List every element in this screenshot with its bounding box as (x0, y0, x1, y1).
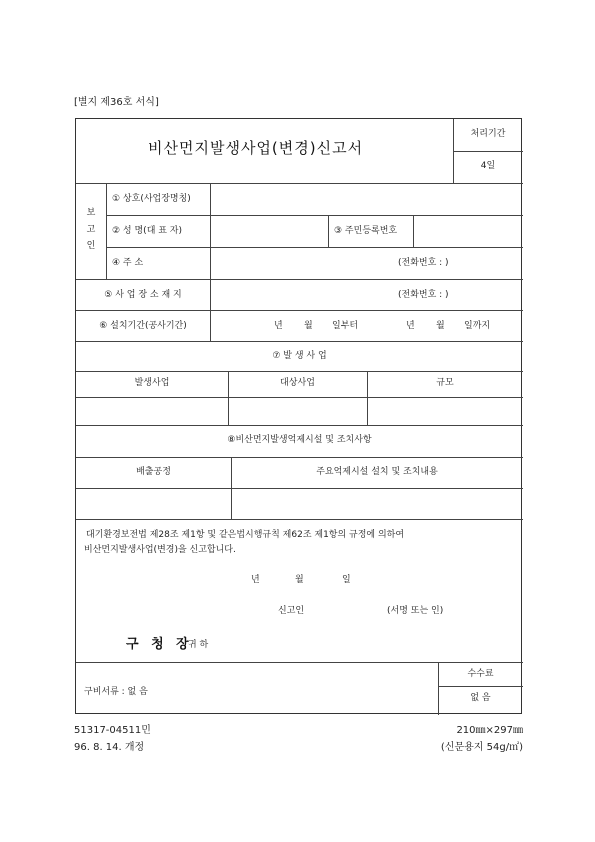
period-month-end: 월 (436, 321, 445, 331)
divider (413, 215, 414, 247)
reporter-char: 인 (86, 241, 96, 251)
paper-size: 210㎜×297㎜ (456, 725, 523, 736)
date-year: 년 (251, 575, 260, 585)
business-col-header: 대상사업 (280, 378, 315, 388)
recipient-office: 구 청 장 (126, 637, 193, 652)
revision-date: 96. 8. 14. 개정 (74, 742, 145, 753)
divider (438, 686, 523, 687)
business-col-header: 규모 (436, 378, 454, 388)
divider (76, 183, 523, 184)
divider (76, 341, 523, 342)
period-to: 일까지 (464, 321, 491, 331)
divider (106, 183, 107, 279)
resident-number-label: ③ 주민등록번호 (334, 226, 398, 236)
report-form (75, 118, 522, 714)
period-month-start: 월 (304, 321, 313, 331)
facility-section-label: ⑧비산먼지발생억제시설 및 조치사항 (227, 435, 372, 445)
signature-label: (서명 또는 인) (387, 606, 444, 616)
processing-period-label: 처리기간 (470, 129, 506, 139)
statement-line-2: 비산먼지발생사업(변경)을 신고합니다. (84, 545, 236, 555)
reporter-sign-label: 신고인 (278, 606, 305, 616)
facility-col-header: 주요억제시설 설치 및 조치내용 (316, 467, 438, 477)
period-year-end: 년 (406, 321, 415, 331)
divider (76, 310, 523, 311)
divider (76, 488, 523, 489)
date-day: 일 (342, 575, 351, 585)
business-section-label: ⑦ 발 생 사 업 (272, 351, 327, 361)
divider (76, 662, 523, 663)
divider (328, 215, 329, 247)
site-phone-label: (전화번호 : ) (398, 290, 449, 300)
facility-col-header: 배출공정 (136, 467, 171, 477)
business-col-header: 발생사업 (134, 378, 170, 388)
divider (76, 457, 523, 458)
address-label: ④ 주 소 (112, 258, 144, 268)
period-year-start: 년 (274, 321, 283, 331)
divider (76, 425, 523, 426)
form-code: 51317-04511민 (74, 725, 151, 736)
divider (210, 183, 211, 341)
reporter-char: 고 (86, 225, 96, 235)
processing-period-value: 4일 (480, 161, 496, 171)
form-title: 비산먼지발생사업(변경)신고서 (148, 139, 364, 157)
date-month: 월 (295, 575, 304, 585)
paper-type: (신문용지 54g/㎡) (440, 742, 523, 753)
divider (76, 397, 523, 398)
statement-line-1: 대기환경보전법 제28조 제1항 및 같은법시행규칙 제62조 제1항의 규정에 의하여 (86, 530, 405, 540)
attachments-label: 구비서류 : 없 음 (84, 687, 148, 697)
reporter-char: 보 (86, 208, 96, 218)
fee-label: 수수료 (467, 669, 494, 679)
divider (76, 519, 523, 520)
trade-name-label: ① 상호(사업장명칭) (112, 194, 191, 204)
divider (106, 215, 523, 216)
period-from: 일부터 (332, 321, 359, 331)
divider (453, 151, 523, 152)
address-phone-label: (전화번호 : ) (398, 258, 449, 268)
divider (76, 279, 523, 280)
divider (76, 371, 523, 372)
site-address-label: ⑤ 사 업 장 소 재 지 (104, 290, 182, 300)
recipient-honorific: 귀 하 (188, 640, 209, 650)
fee-value: 없 음 (470, 693, 491, 703)
representative-name-label: ② 성 명(대 표 자) (112, 226, 183, 236)
divider (106, 247, 523, 248)
install-period-label: ⑥ 설치기간(공사기간) (99, 321, 187, 331)
form-number-label: [별지 제36호 서식] (74, 97, 159, 108)
